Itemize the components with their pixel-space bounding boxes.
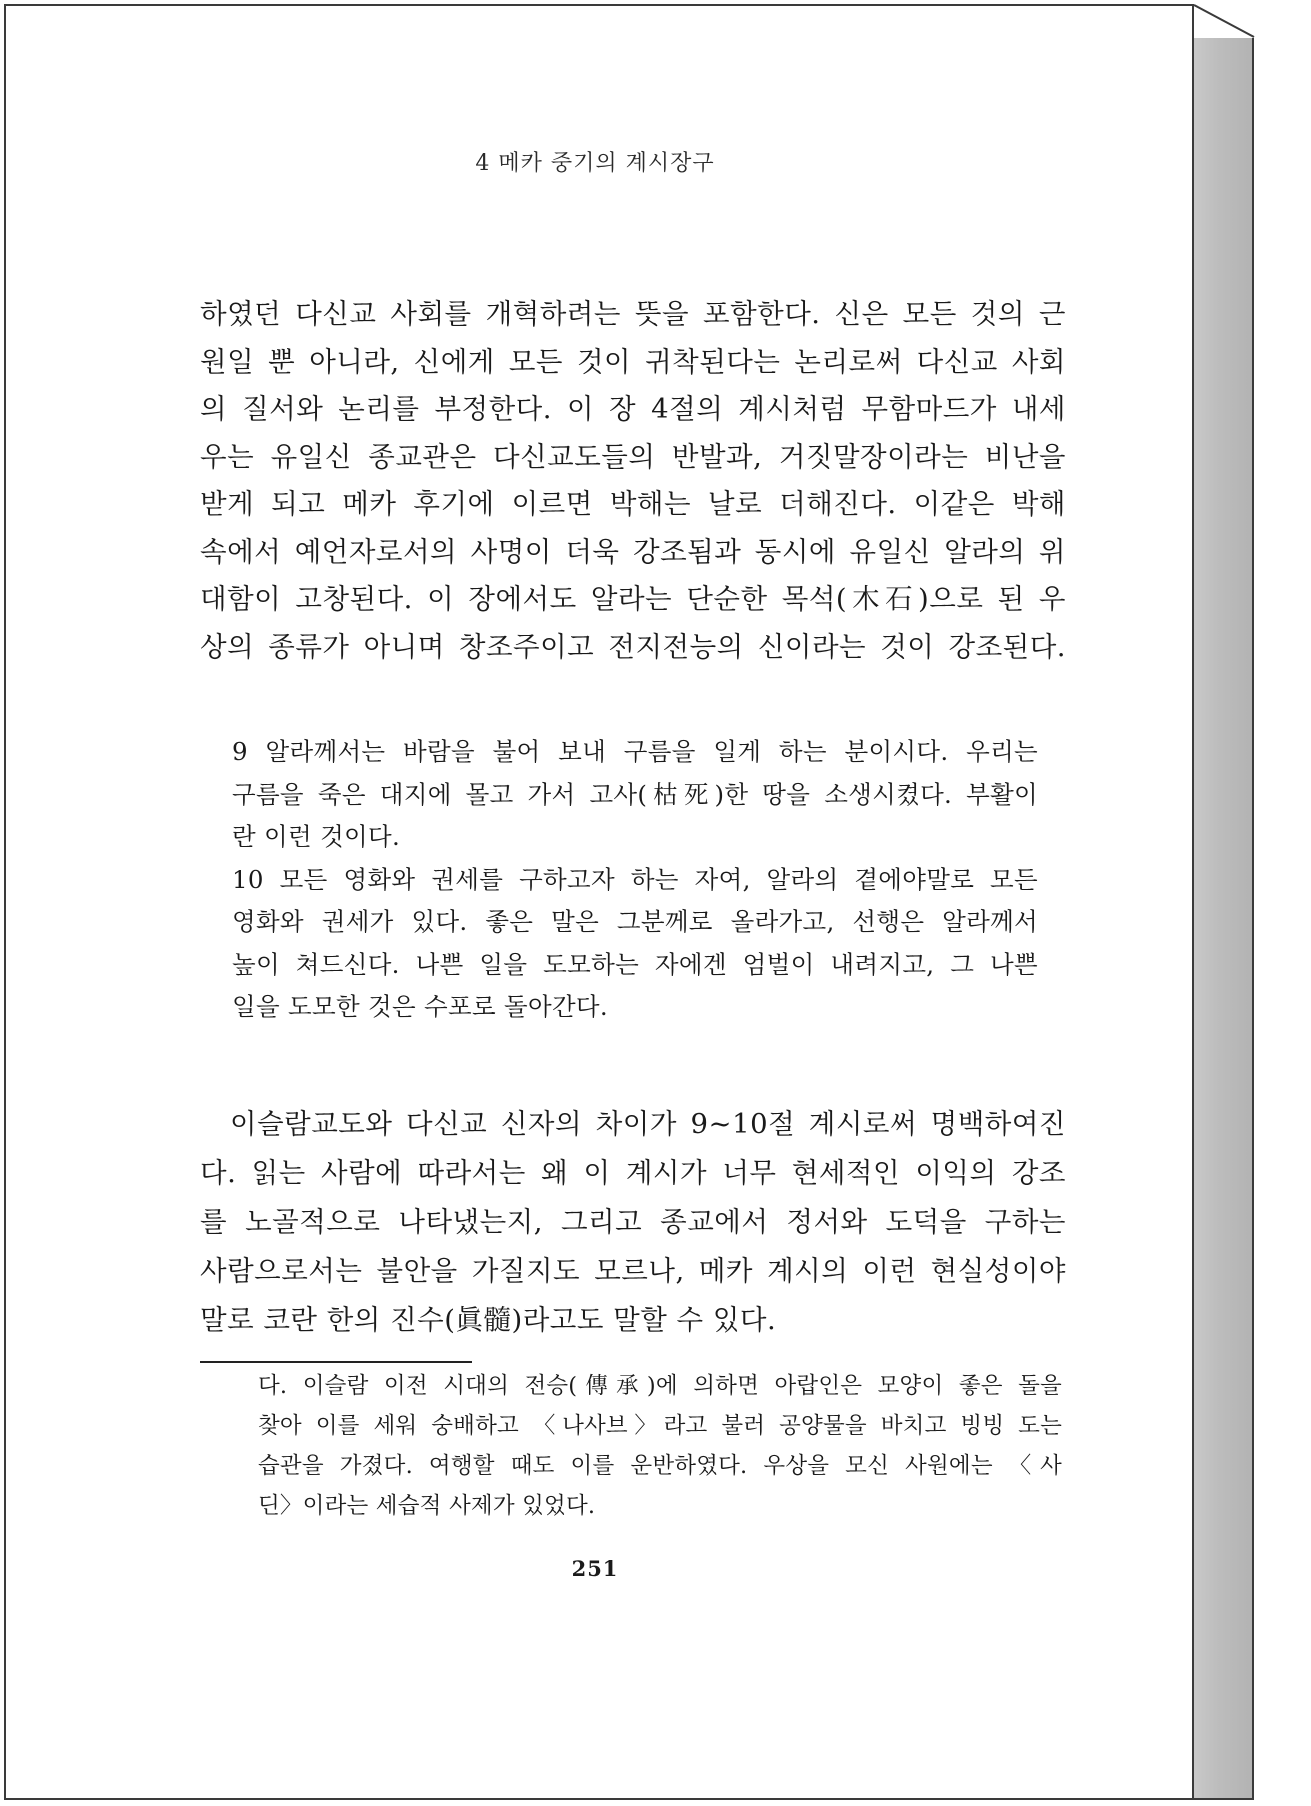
text-line: 의 질서와 논리를 부정한다. 이 장 4절의 계시처럼 무함마드가 내세 (200, 393, 1066, 425)
text-line: 이슬람교도와 다신교 신자의 차이가 9~10절 계시로써 명백하여진 (230, 1108, 1066, 1140)
text-line: 하였던 다신교 사회를 개혁하려는 뜻을 포함한다. 신은 모든 것의 근 (200, 298, 1066, 330)
text-line: 말로 코란 한의 진수(眞髓)라고도 말할 수 있다. (200, 1304, 777, 1336)
text-line: 상의 종류가 아니며 창조주이고 전지전능의 신이라는 것이 강조된다. (200, 630, 1066, 663)
book-spine-edge (1194, 4, 1254, 1800)
text-line: 다. 읽는 사람에 따라서는 왜 이 계시가 너무 현세적인 이익의 강조 (200, 1157, 1066, 1189)
verse-line: 구름을 죽은 대지에 몰고 가서 고사(枯死)한 땅을 소생시켰다. 부활이 (232, 779, 1038, 809)
quoted-verses (232, 731, 1038, 1029)
verse-line: 일을 도모한 것은 수포로 돌아간다. (232, 992, 608, 1021)
verse-line: 10 모든 영화와 권세를 구하고자 하는 자여, 알라의 곁에야말로 모든 (232, 864, 1038, 894)
text-line: 원일 뿐 아니라, 신에게 모든 것이 귀착된다는 논리로써 다신교 사회 (200, 345, 1066, 378)
footnote-line: 습관을 가졌다. 여행할 때도 이를 운반하였다. 우상을 모신 사원에는 〈사 (258, 1453, 1062, 1479)
footnote-line: 찾아 이를 세워 숭배하고 〈나사브〉라고 불러 공양물을 바치고 빙빙 도는 (258, 1413, 1062, 1439)
second-paragraph (200, 1100, 1066, 1345)
page-number: 251 (571, 1556, 619, 1581)
text-line: 사람으로서는 불안을 가질지도 모르나, 메카 계시의 이런 현실성이야 (200, 1255, 1066, 1287)
running-header: 4 메카 중기의 계시장구 (475, 151, 715, 176)
text-line: 를 노골적으로 나타냈는지, 그리고 종교에서 정서와 도덕을 구하는 (200, 1206, 1066, 1238)
footnote-line: 딘〉이라는 세습적 사제가 있었다. (258, 1493, 596, 1519)
text-line: 대함이 고창된다. 이 장에서도 알라는 단순한 목석(木石)으로 된 우 (200, 583, 1066, 615)
book-spine-top-edge (1194, 4, 1256, 38)
text-line: 받게 되고 메카 후기에 이르면 박해는 날로 더해진다. 이같은 박해 (200, 488, 1066, 520)
verse-line: 9 알라께서는 바람을 불어 보내 구름을 일게 하는 분이시다. 우리는 (232, 737, 1038, 766)
text-line: 속에서 예언자로서의 사명이 더욱 강조됨과 동시에 유일신 알라의 위 (200, 535, 1066, 568)
verse-line: 영화와 권세가 있다. 좋은 말은 그분께로 올라가고, 선행은 알라께서 (232, 907, 1038, 936)
footnote-line: 다. 이슬람 이전 시대의 전승(傳承)에 의하면 아랍인은 모양이 좋은 돌을 (258, 1373, 1062, 1399)
footnote-divider (200, 1361, 472, 1363)
verse-line: 높이 쳐드신다. 나쁜 일을 도모하는 자에겐 엄벌이 내려지고, 그 나쁜 (232, 949, 1038, 979)
footnote (258, 1366, 1062, 1526)
verse-line: 란 이런 것이다. (232, 822, 401, 851)
text-line: 우는 유일신 종교관은 다신교도들의 반발과, 거짓말장이라는 비난을 (200, 440, 1066, 473)
main-paragraph (200, 291, 1066, 671)
